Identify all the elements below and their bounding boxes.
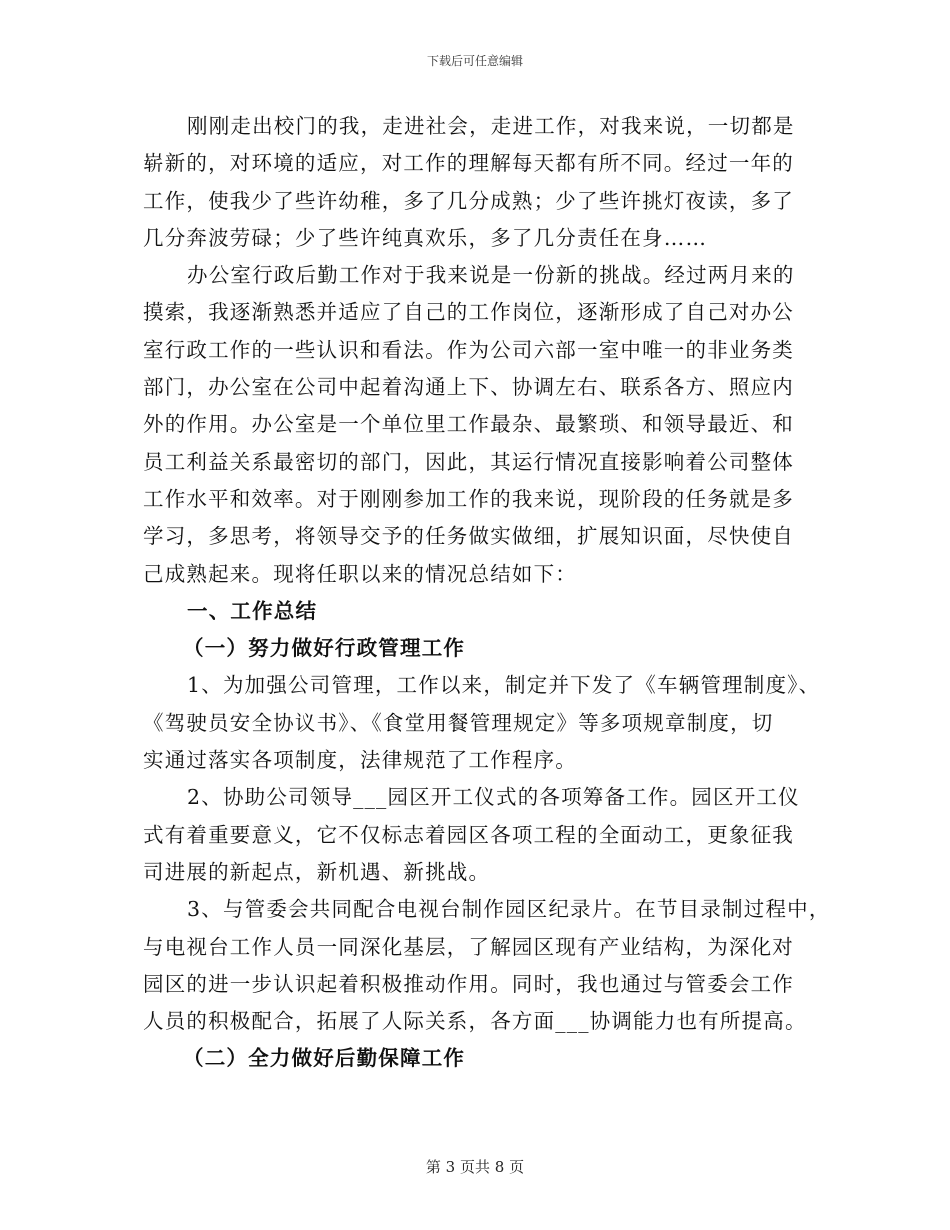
page-footer: 第 3 页共 8 页 bbox=[425, 1158, 525, 1176]
document-body bbox=[143, 108, 831, 1078]
paragraph-line: 刚刚走出校门的我，走进社会，走进工作，对我来说，一切都是 bbox=[187, 114, 795, 138]
paragraph-line: 部门，办公室在公司中起着沟通上下、协调左右、联系各方、照应内 bbox=[143, 375, 794, 400]
paragraph-line: 3、与管委会共同配合电视台制作园区纪录片。在节目录制过程中， bbox=[187, 897, 831, 922]
paragraph-line: 崭新的，对环境的适应，对工作的理解每天都有所不同。经过一年的 bbox=[143, 151, 794, 176]
paragraph-line: 人员的积极配合，拓展了人际关系，各方面___协调能力也有所提高。 bbox=[143, 1009, 807, 1034]
paragraph-line: 司进展的新起点，新机遇、新挑战。 bbox=[143, 859, 491, 884]
page-header: 下载后可任意编辑 bbox=[426, 54, 523, 68]
paragraph-line: 几分奔波劳碌；少了些许纯真欢乐，多了几分责任在身…… bbox=[143, 225, 708, 250]
paragraph-line: 学习，多思考，将领导交予的任务做实做细，扩展知识面，尽快使自 bbox=[143, 524, 794, 549]
section-heading: 一、工作总结 bbox=[187, 598, 318, 623]
paragraph-line: 与电视台工作人员一同深化基层，了解园区现有产业结构，为深化对 bbox=[143, 934, 794, 959]
paragraph-line: 式有着重要意义，它不仅标志着园区各项工程的全面动工，更象征我 bbox=[143, 822, 794, 847]
paragraph-line: 办公室行政后勤工作对于我来说是一份新的挑战。经过两月来的 bbox=[187, 263, 795, 288]
paragraph-line: 《驾驶员安全协议书》、《食堂用餐管理规定》等多项规章制度，切 bbox=[143, 710, 774, 735]
paragraph-line: 1、为加强公司管理，工作以来，制定并下发了《车辆管理制度》、 bbox=[187, 673, 821, 698]
paragraph-line: 园区的进一步认识起着积极推动作用。同时，我也通过与管委会工作 bbox=[143, 971, 794, 996]
subsection-heading: （二）全力做好后勤保障工作 bbox=[183, 1046, 466, 1071]
paragraph-line: 摸索，我逐渐熟悉并适应了自己的工作岗位，逐渐形成了自己对办公 bbox=[143, 300, 794, 325]
paragraph-line: 己成熟起来。现将任职以来的情况总结如下： bbox=[143, 561, 577, 586]
paragraph-line: 实通过落实各项制度，法律规范了工作程序。 bbox=[143, 748, 577, 773]
paragraph-line: 工作，使我少了些许幼稚，多了几分成熟；少了些许挑灯夜读，多了 bbox=[143, 188, 794, 213]
paragraph-line: 外的作用。办公室是一个单位里工作最杂、最繁琐、和领导最近、和 bbox=[143, 412, 794, 437]
paragraph-line: 工作水平和效率。对于刚刚参加工作的我来说，现阶段的任务就是多 bbox=[143, 486, 794, 511]
paragraph-line: 室行政工作的一些认识和看法。作为公司六部一室中唯一的非业务类 bbox=[143, 337, 794, 362]
subsection-heading: （一）努力做好行政管理工作 bbox=[183, 636, 466, 661]
paragraph-line: 2、协助公司领导___园区开工仪式的各项筹备工作。园区开工仪 bbox=[187, 785, 800, 810]
paragraph-line: 员工利益关系最密切的部门，因此，其运行情况直接影响着公司整体 bbox=[143, 449, 794, 474]
